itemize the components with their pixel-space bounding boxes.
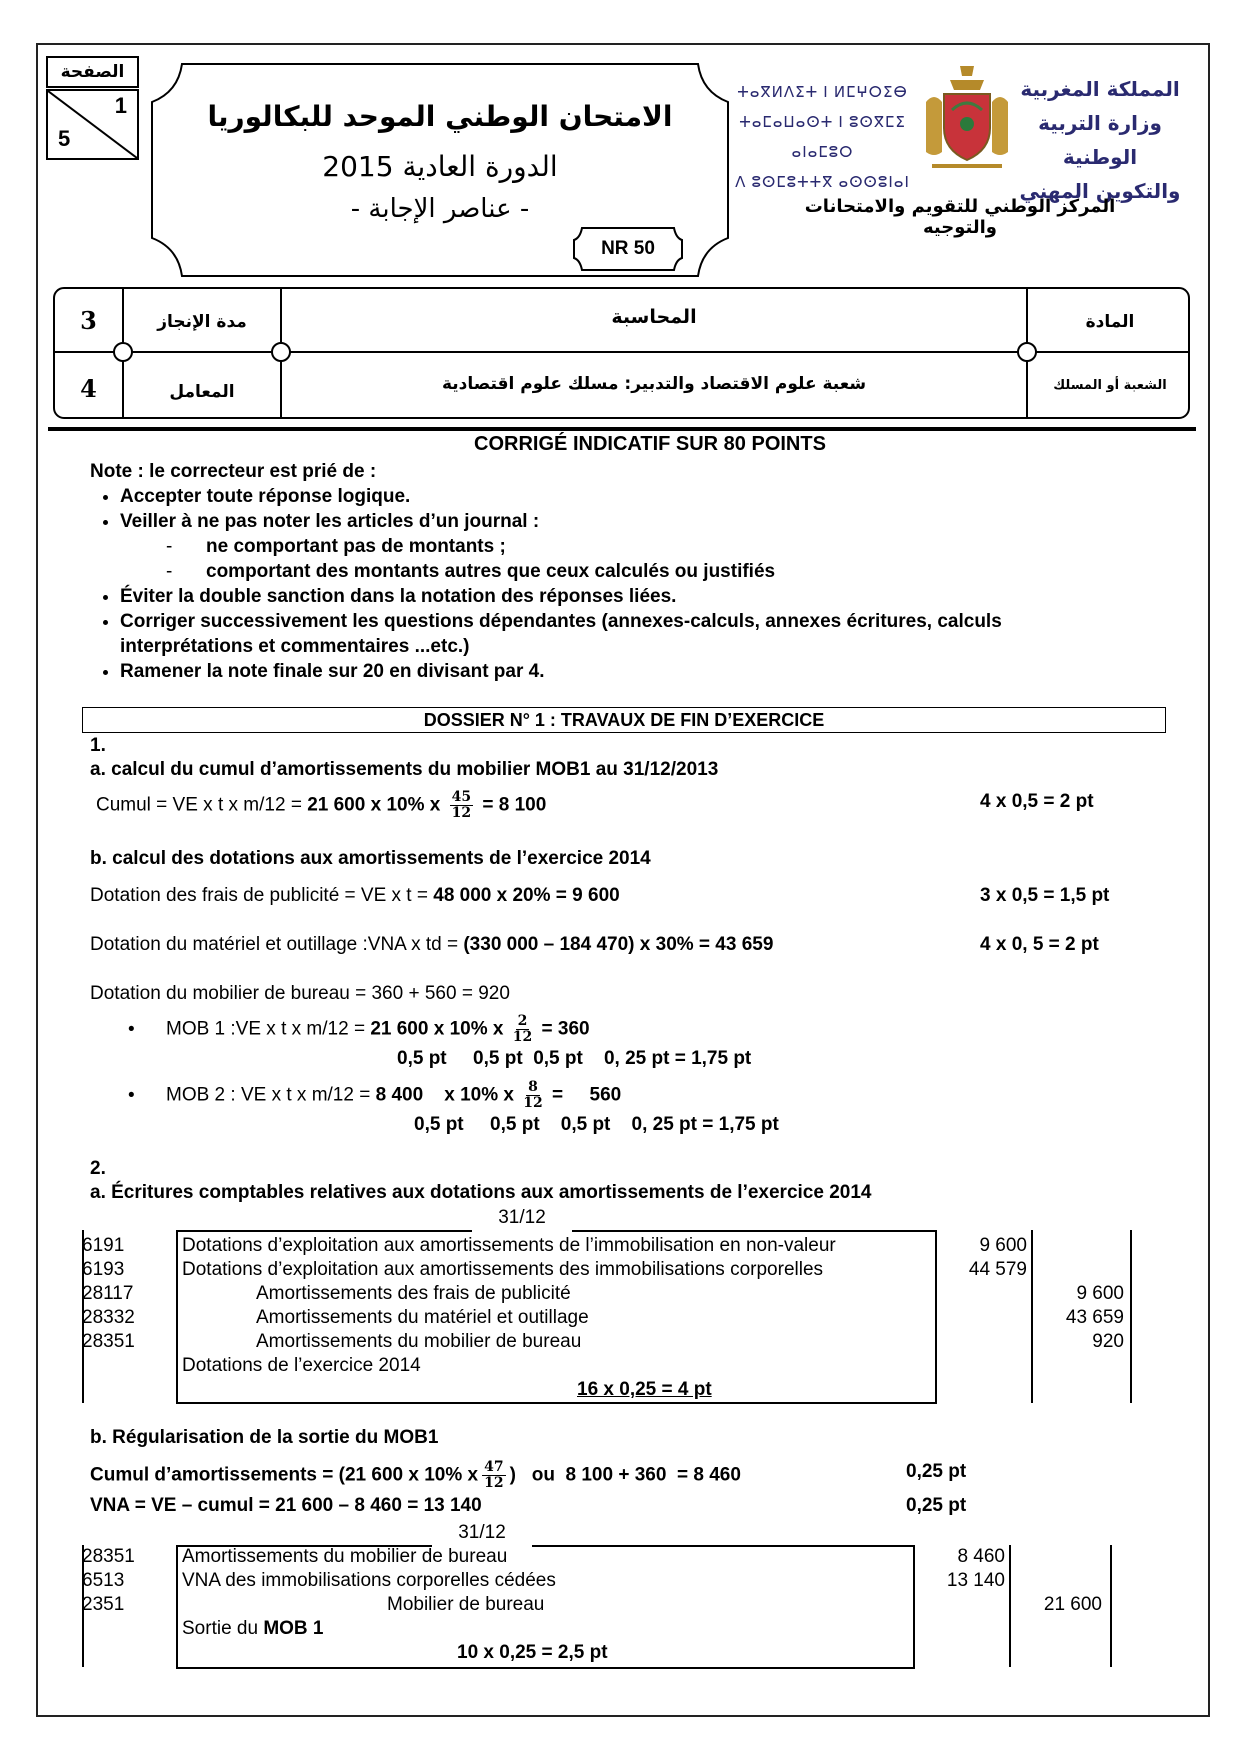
account-number: 6193 [82,1259,125,1280]
exam-title: الامتحان الوطني الموحد للبكالوريا [207,100,673,133]
points: 4 x 0,5 = 2 pt [980,791,1094,812]
ministry-logo-text [1010,72,1190,208]
cumul-line [90,1460,741,1491]
note-item: • Accepter toute réponse logique. [120,484,1120,509]
fraction [482,1460,505,1491]
duration-value: 3 [80,306,97,335]
memo-bold: MOB 1 [263,1618,324,1639]
equipment-calculation [90,933,773,957]
question-2-number: 2. [90,1158,106,1179]
account-number: 28332 [82,1307,135,1328]
dossier-title: DOSSIER N° 1 : TRAVAUX DE FIN D’EXERCICE [82,707,1166,733]
entry-points: 16 x 0,25 = 4 pt [577,1379,712,1400]
calculation: 21 600 x 10% x [307,794,441,816]
vna-line: VNA = VE – cumul = 21 600 – 8 460 = 13 140 [90,1495,482,1516]
credit-amount: 21 600 [1043,1594,1102,1615]
formula: Dotation des frais de publicité = VE x t = [90,885,434,906]
ministry-line: وزارة التربية الوطنية [1038,111,1162,169]
furniture-total: Dotation du mobilier de bureau = 360 + 560 = 920 [90,983,510,1004]
denominator: 12 [484,1475,504,1491]
sub-note-item: - ne comportant pas de montants ; [166,534,1120,559]
page-total: 5 [58,126,71,151]
account-label: VNA des immobilisations corporelles cédées [182,1570,556,1591]
subject-value: المحاسبة [611,306,697,328]
result: = 360 [541,1018,590,1040]
denominator: 12 [512,1029,533,1045]
account-label: Dotations d’exploitation aux amortissements des immobilisations corporelles [182,1259,824,1280]
note-item: • Ramener la note finale sur 20 en divisant par 4. [120,659,1120,684]
branch-value: شعبة علوم الاقتصاد والتدبير: مسلك علوم اقتصادية [441,374,867,394]
calculation: 21 600 x 10% x [370,1018,504,1040]
account-number: 28351 [82,1331,135,1352]
calculation: (330 000 – 184 470) x 30% = 43 659 [463,934,774,955]
account-label: Amortissements du mobilier de bureau [182,1546,508,1567]
center-name: المركز الوطني للتقويم والامتحانات والتوجيه [804,196,1116,238]
calculation: 48 000 x 20% = 9 600 [433,885,620,906]
page-counter [46,56,139,160]
tifinagh-line: ⴷ ⵓⵙⵎⵓⵜⵜⴳ ⴰⵙⵙⵓⵏⴰⵏ [735,174,910,191]
coefficient-value: 4 [80,374,97,403]
formula: Cumul = VE x t x m/12 = [96,794,308,816]
document-heading: CORRIGÉ INDICATIF SUR 80 POINTS [474,433,826,455]
page-number-box [46,89,139,160]
account-number: 28117 [82,1283,134,1304]
journal-entry-dotations [82,1207,1142,1405]
mob2-points: 0,5 pt 0,5 pt 0,5 pt 0, 25 pt = 1,75 pt [414,1114,779,1135]
credit-amount: 920 [1092,1331,1124,1352]
account-label: Dotations d’exploitation aux amortissements de l’immobilisation en non-valeur [182,1235,836,1256]
mob2-calculation [128,1080,621,1111]
branch-label: الشعبة أو المسلك [1053,378,1167,393]
entry-points: 10 x 0,25 = 2,5 pt [457,1642,608,1663]
points: 3 x 0,5 = 1,5 pt [980,885,1110,906]
denominator: 12 [523,1095,543,1111]
divider [1110,1545,1112,1667]
entry-date: 31/12 [472,1206,572,1242]
ministry-line: والتكوين المهني [1019,179,1181,203]
ministry-line: المملكة المغربية [1020,77,1180,101]
formula: MOB 1 :VE x t x m/12 = [166,1018,371,1040]
entry-date: 31/12 [432,1521,532,1557]
divider [1130,1230,1132,1403]
debit-amount: 8 460 [957,1546,1005,1567]
points: 4 x 0, 5 = 2 pt [980,934,1099,955]
debit-amount: 44 579 [968,1259,1027,1280]
points: 0,25 pt [906,1495,967,1516]
points: 0,25 pt [906,1461,967,1482]
cumul-calculation [96,790,546,821]
tifinagh-logo-text [730,78,915,198]
mob1-points: 0,5 pt 0,5 pt 0,5 pt 0, 25 pt = 1,75 pt [397,1048,752,1069]
numerator: 47 [484,1459,504,1475]
page-current: 1 [114,93,127,118]
result: ) ou 8 100 + 360 = 8 460 [509,1464,741,1486]
fraction [513,1014,532,1045]
credit-amount: 43 659 [1065,1307,1124,1328]
question-1a-title: a. calcul du cumul d’amortissements du mobilier MOB1 au 31/12/2013 [90,759,719,780]
denominator: 12 [451,805,472,821]
notes-section [90,460,1120,684]
tifinagh-line: ⵜⴰⵎⴰⵡⴰⵙⵜ ⵏ ⵓⵙⴳⵎⵉ ⴰⵏⴰⵎⵓⵔ [739,114,906,161]
fraction [450,790,473,821]
formula: Dotation du matériel et outillage :VNA x td = [90,934,464,955]
formula: Cumul d’amortissements = (21 600 x 10% x [90,1464,479,1486]
result: = 8 100 [482,794,547,816]
result: = 560 [552,1084,622,1106]
journal-entry-sortie [82,1522,1142,1670]
note-item [120,509,1120,584]
note-item: • Corriger successivement les questions dépendantes (annexes-calculs, annexes écritures, calculs interprétations et commentaires ...etc.) [120,609,1120,659]
memo-text: Sortie du [182,1618,264,1639]
account-label: Amortissements du mobilier de bureau [256,1331,582,1352]
page-label: الصفحة [46,56,139,88]
duration-label: مدة الإنجاز [157,312,247,332]
question-2b-title: b. Régularisation de la sortie du MOB1 [90,1427,439,1448]
subject-label: المادة [1085,312,1135,332]
debit-amount: 13 140 [946,1570,1005,1591]
question-1b-title: b. calcul des dotations aux amortissements de l’exercice 2014 [90,848,651,869]
mob1-calculation [128,1014,590,1045]
bullet: • [128,1018,135,1040]
question-1-number: 1. [90,735,106,756]
debit-amount: 9 600 [979,1235,1027,1256]
sub-note-item: - comportant des montants autres que ceux calculés ou justifiés [166,559,1120,584]
header-separator [48,427,1196,431]
fraction [523,1080,542,1111]
exam-code: NR 50 [601,238,655,259]
exam-subtitle: - عناصر الإجابة - [350,194,530,224]
bullet: • [128,1084,135,1106]
calculation: 8 400 x 10% x [375,1084,514,1106]
tifinagh-line: ⵜⴰⴳⵍⴷⵉⵜ ⵏ ⵍⵎⵖⵔⵉⴱ [737,84,908,101]
account-number: 28351 [82,1546,135,1567]
note-text: Veiller à ne pas noter les articles d’un journal : [120,511,540,532]
formula: MOB 2 : VE x t x m/12 = [166,1084,376,1106]
note-item: • Éviter la double sanction dans la notation des réponses liées. [120,584,1120,609]
account-label: Mobilier de bureau [387,1594,545,1615]
numerator: 45 [451,789,472,805]
entry-memo: Dotations de l’exercice 2014 [182,1355,421,1376]
numerator: 2 [517,1013,528,1029]
account-number: 6513 [82,1570,125,1591]
account-label: Amortissements des frais de publicité [256,1283,571,1304]
account-label: Amortissements du matériel et outillage [256,1307,589,1328]
numerator: 8 [528,1079,538,1095]
credit-amount: 9 600 [1076,1283,1124,1304]
exam-session: الدورة العادية 2015 [322,150,558,183]
entry-memo [182,1617,324,1641]
publicity-calculation [90,884,620,908]
note-intro: Note : le correcteur est prié de : [90,461,377,482]
account-number: 6191 [82,1235,125,1256]
question-2a-title: a. Écritures comptables relatives aux dotations aux amortissements de l’exercice 2014 [90,1182,872,1203]
royal-emblem-icon [922,62,1012,178]
account-number: 2351 [82,1594,125,1615]
coefficient-label: المعامل [169,382,235,402]
